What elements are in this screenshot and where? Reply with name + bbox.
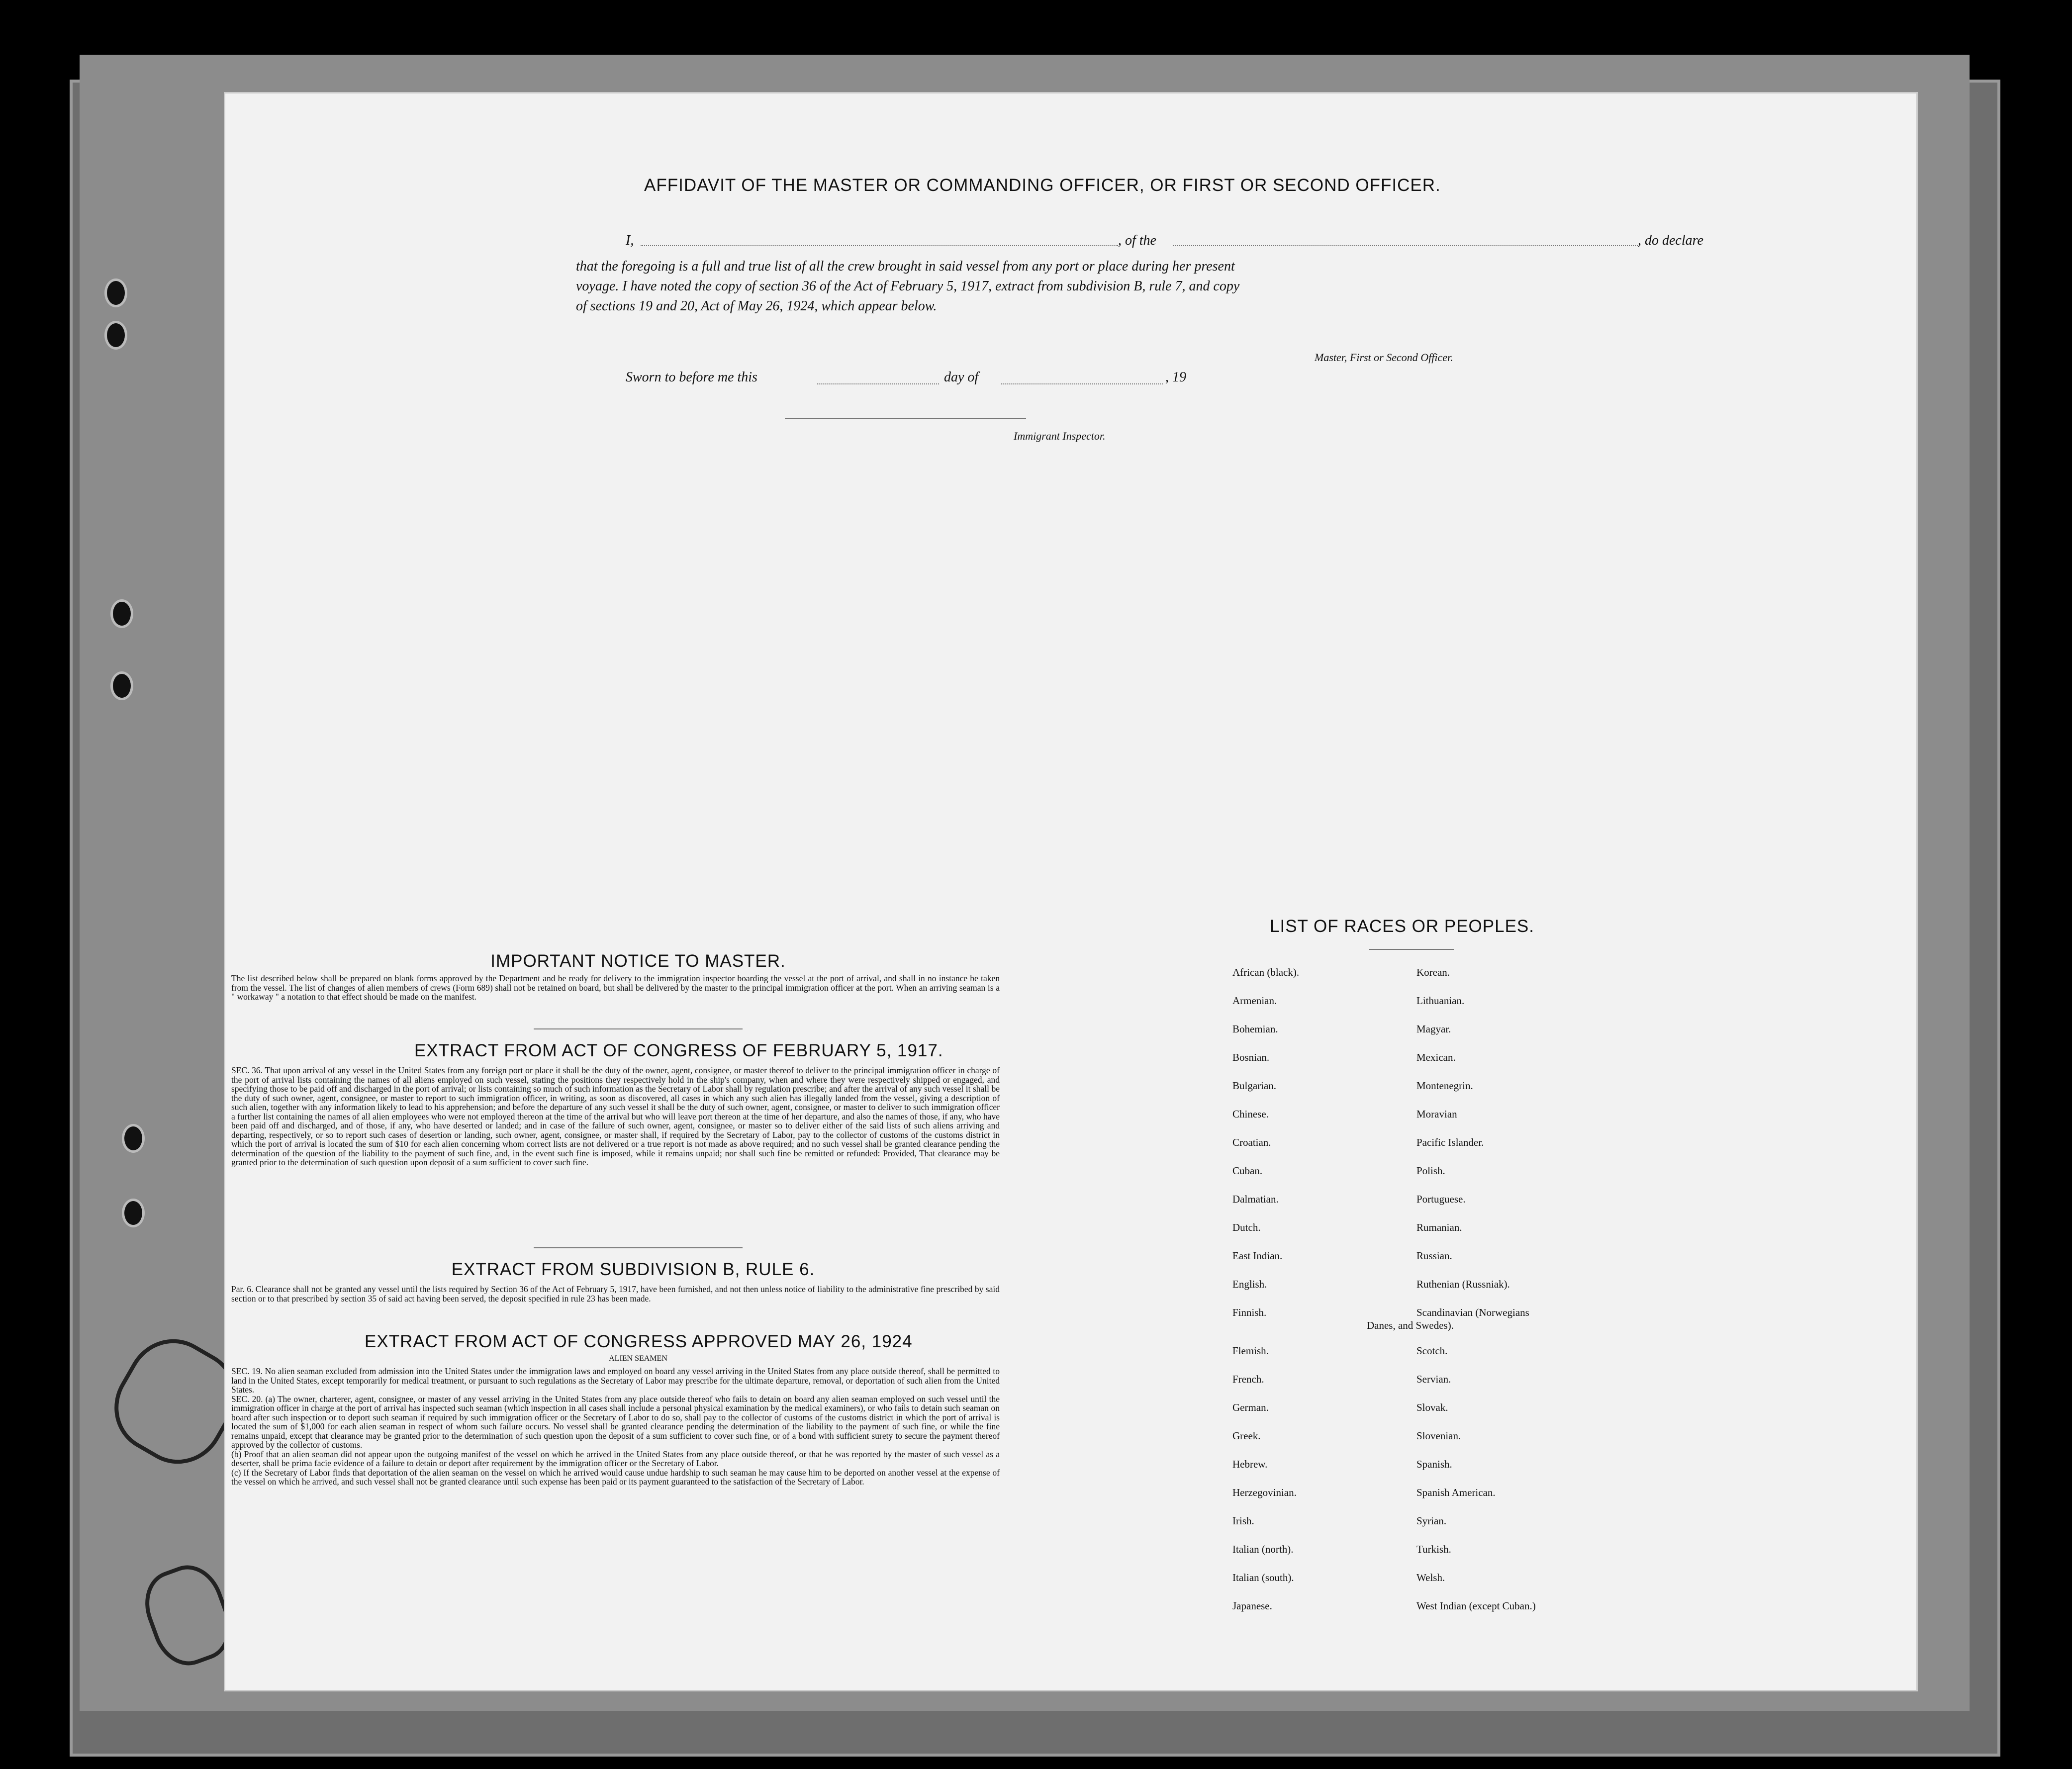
affidavit-line-3: voyage. I have noted the copy of section 36 of the Act of February 5, 1917, extract from subdivision B, rule 7, and copy — [576, 279, 1240, 294]
notice-title: IMPORTANT NOTICE TO MASTER. — [490, 951, 786, 971]
race-item: Bohemian. — [1232, 1023, 1278, 1035]
sec-19-paragraph: SEC. 19. No alien seaman excluded from admission into the United States under the immigration laws and employed on board any vessel arriving in the United States from any place outside thereof, shall be permitted to land in the United States, except temporarily for medical treatment, or pursuant to such regulations as the Secretary of Labor may prescribe for the ultimate departure, removal, or deportation of such alien from the United States. — [231, 1366, 1000, 1395]
race-item: Russian. — [1416, 1250, 1452, 1262]
extract-1924-body — [231, 1367, 1000, 1487]
name-field-line — [641, 245, 1118, 246]
document-page — [224, 92, 1918, 1691]
race-item: Portuguese. — [1416, 1193, 1466, 1205]
binder-hole — [122, 1124, 145, 1153]
race-item: Polish. — [1416, 1165, 1445, 1177]
race-item-continuation: Danes, and Swedes). — [1367, 1319, 1454, 1331]
year-label: , 19 — [1165, 370, 1186, 385]
race-item: Flemish. — [1232, 1345, 1269, 1357]
section-divider — [534, 1247, 743, 1248]
vessel-field-line — [1173, 245, 1638, 246]
race-item: Croatian. — [1232, 1136, 1271, 1148]
race-item: Spanish. — [1416, 1458, 1452, 1470]
race-item: Armenian. — [1232, 995, 1277, 1007]
race-item: West Indian (except Cuban.) — [1416, 1600, 1536, 1612]
race-item: Herzegovinian. — [1232, 1487, 1297, 1498]
binder-hole — [122, 1199, 145, 1227]
race-item: Syrian. — [1416, 1515, 1447, 1527]
race-item: Lithuanian. — [1416, 995, 1465, 1007]
race-item: Scotch. — [1416, 1345, 1448, 1357]
extract-1917-title: EXTRACT FROM ACT OF CONGRESS OF FEBRUARY 5, 1917. — [414, 1041, 943, 1060]
race-item: Slovak. — [1416, 1401, 1448, 1413]
extract-1924-title: EXTRACT FROM ACT OF CONGRESS APPROVED MAY 26, 1924 — [365, 1332, 913, 1351]
inspector-label: Immigrant Inspector. — [1014, 430, 1106, 442]
race-item: Japanese. — [1232, 1600, 1272, 1612]
race-item: Hebrew. — [1232, 1458, 1268, 1470]
race-item: Rumanian. — [1416, 1221, 1462, 1233]
race-item: Dalmatian. — [1232, 1193, 1279, 1205]
extract-rule6-paragraph: Par. 6. Clearance shall not be granted any vessel until the lists required by Section 36 of the Act of February 5, 1917, have been furnished, and not then unless notice of liability to the administrative fine prescribed by said section or to that prescribed by section 35 of said act having been served, the deposit specified in rule 23 has been made. — [231, 1284, 1000, 1303]
race-item: Dutch. — [1232, 1221, 1261, 1233]
affidavit-do-declare: , do declare — [1638, 233, 1703, 248]
race-item: Servian. — [1416, 1373, 1451, 1385]
race-item: Welsh. — [1416, 1572, 1445, 1583]
race-item: Spanish American. — [1416, 1487, 1496, 1498]
race-item: Mexican. — [1416, 1051, 1456, 1063]
race-item: Bulgarian. — [1232, 1080, 1277, 1092]
races-title: LIST OF RACES OR PEOPLES. — [1270, 917, 1535, 936]
race-item: Magyar. — [1416, 1023, 1451, 1035]
extract-rule6-title: EXTRACT FROM SUBDIVISION B, RULE 6. — [451, 1260, 815, 1279]
race-item: Moravian — [1416, 1108, 1457, 1120]
extract-rule6-body — [231, 1285, 1000, 1303]
section-divider — [534, 1028, 743, 1029]
binder-hole — [104, 321, 127, 350]
notice-paragraph: The list described below shall be prepared on blank forms approved by the Department and be ready for delivery to the immigration inspector boarding the vessel at the port of arrival, and shall in no instance be taken from the vessel. The list of changes of alien members of crews (Form 689) shall not be retained on board, but shall be delivered by the master to the principal immigration officer at the port. When an arriving seaman is a " workaway " a notation to that effect should be made on the manifest. — [231, 973, 1000, 1002]
binder-hole — [110, 599, 133, 628]
sec-20b-paragraph: (b) Proof that an alien seaman did not appear upon the outgoing manifest of the vessel on which he arrived in the United States from any place outside thereof, or that he was reported by the master of such vessel as a deserter, shall be prima facie evidence of a failure to detain or deport after requirement by the immigration officer or the Secretary of Labor. — [231, 1449, 1000, 1468]
race-item: English. — [1232, 1278, 1267, 1290]
race-item: Ruthenian (Russniak). — [1416, 1278, 1510, 1290]
binder-hole — [110, 671, 133, 700]
race-item: Cuban. — [1232, 1165, 1263, 1177]
affidavit-line-2: that the foregoing is a full and true list of all the crew brought in said vessel from any port or place during her present — [576, 259, 1235, 274]
race-item: French. — [1232, 1373, 1264, 1385]
race-item: Korean. — [1416, 966, 1450, 978]
race-item: Greek. — [1232, 1430, 1261, 1442]
affidavit-i-label: I, — [626, 233, 634, 248]
race-item: Italian (south). — [1232, 1572, 1294, 1583]
sec-20a-paragraph: SEC. 20. (a) The owner, charterer, agent, consignee, or master of any vessel arriving in the United States from any place outside thereof who fails to detain on board any alien seaman employed on such vessel until the immigration officer in charge at the port of arrival has inspected such seaman (which inspection in all cases shall include a personal physical examination by the medical examiners), or who fails to detain such seaman on board after such inspection or to deport such seaman if required by such immigration officer or the Secretary of Labor to do so, shall pay to the collector of customs of the customs district in which the port of arrival is located the sum of $1,000 for each alien seaman in respect of whom such failure occurs. No vessel shall be granted clearance pending the determination of the liability to the payment of such fine, or while the fine remains unpaid, except that clearance may be granted prior to the determination of such question upon the deposit of a sum sufficient to cover such fine, or of a bond with sufficient surety to secure the payment thereof approved by the collector of customs. — [231, 1394, 1000, 1450]
race-item: Bosnian. — [1232, 1051, 1270, 1063]
binder-hole — [104, 279, 127, 307]
affidavit-line-4: of sections 19 and 20, Act of May 26, 1924, which appear below. — [576, 298, 937, 314]
sworn-label: Sworn to before me this — [626, 370, 757, 385]
extract-1917-paragraph: SEC. 36. That upon arrival of any vessel in the United States from any foreign port or place it shall be the duty of the owner, agent, consignee, or master thereof to deliver to the principal immigration officer in charge of the port of arrival lists containing the names of all aliens employed on such vessel, stating the positions they respectively hold in the ship's company, when and where they were respectively shipped or engaged, and specifying those to be paid off and discharged in the port of arrival; or lists containing so much of such information as the Secretary of Labor shall by regulation prescribe; and after the arrival of any such vessel it shall be the duty of such owner, agent, consignee, or master to report to such immigration officer, in writing, as soon as discovered, all cases in which any such alien has illegally landed from the vessel, giving a description of such alien, together with any information likely to lead to his apprehension; and before the departure of any such vessel it shall be the duty of such owner, agent, consignee, or master to deliver to such immigration officer a further list containing the names of all alien employees who were not employed thereon at the time of the arrival but who will leave port thereon at the time of her departure, and also the names of those, if any, who have been paid off and discharged, and of those, if any, who have deserted or landed; and in case of the failure of such owner, agent, consignee, or master so to deliver either of the said lists of such aliens arriving and departing, respectively, or so to report such cases of desertion or landing, such owner, agent, consignee, or master shall, if required by the Secretary of Labor, pay to the collector of customs of the customs district in which the port of arrival is located the sum of $10 for each alien concerning whom correct lists are not delivered or a true report is not made as above required; and no such vessel shall be granted clearance pending the determination of the question of the liability to the payment of such fine, and, in the event such fine is imposed, while it remains unpaid; nor shall such fine be remitted or refunded: Provided, That clearance may be granted prior to the determination of such question upon deposit of a sum sufficient to cover such fine. — [231, 1065, 1000, 1167]
races-title-underline — [1369, 949, 1454, 950]
race-item: Scandinavian (Norwegians — [1416, 1306, 1529, 1318]
notice-body — [231, 974, 1000, 1002]
race-item: Pacific Islander. — [1416, 1136, 1484, 1148]
affidavit-title: AFFIDAVIT OF THE MASTER OR COMMANDING OFFICER, OR FIRST OR SECOND OFFICER. — [644, 176, 1441, 195]
signatory-label: Master, First or Second Officer. — [1315, 351, 1453, 364]
race-item: Chinese. — [1232, 1108, 1269, 1120]
race-item: Slovenian. — [1416, 1430, 1461, 1442]
affidavit-of-the: , of the — [1118, 233, 1156, 248]
race-item: Irish. — [1232, 1515, 1254, 1527]
race-item: Italian (north). — [1232, 1543, 1294, 1555]
month-field-line — [1001, 383, 1163, 384]
day-field-line — [817, 383, 939, 384]
race-item: East Indian. — [1232, 1250, 1283, 1262]
race-item: Montenegrin. — [1416, 1080, 1473, 1092]
inspector-signature-line — [785, 418, 1026, 419]
alien-seamen-subtitle: ALIEN SEAMEN — [609, 1354, 667, 1363]
day-of-label: day of — [944, 370, 979, 385]
race-item: Finnish. — [1232, 1306, 1267, 1318]
sec-20c-paragraph: (c) If the Secretary of Labor finds that deportation of the alien seaman on the vessel on which he arrived would cause undue hardship to such seaman he may cause him to be deported on another vessel at the expense of the vessel on which he arrived, and such vessel shall not be granted clearance until such expense has been paid or its payment guaranteed to the satisfaction of the Secretary of Labor. — [231, 1467, 1000, 1487]
race-item: Turkish. — [1416, 1543, 1451, 1555]
race-item: African (black). — [1232, 966, 1300, 978]
race-item: German. — [1232, 1401, 1269, 1413]
extract-1917-body — [231, 1066, 1000, 1167]
